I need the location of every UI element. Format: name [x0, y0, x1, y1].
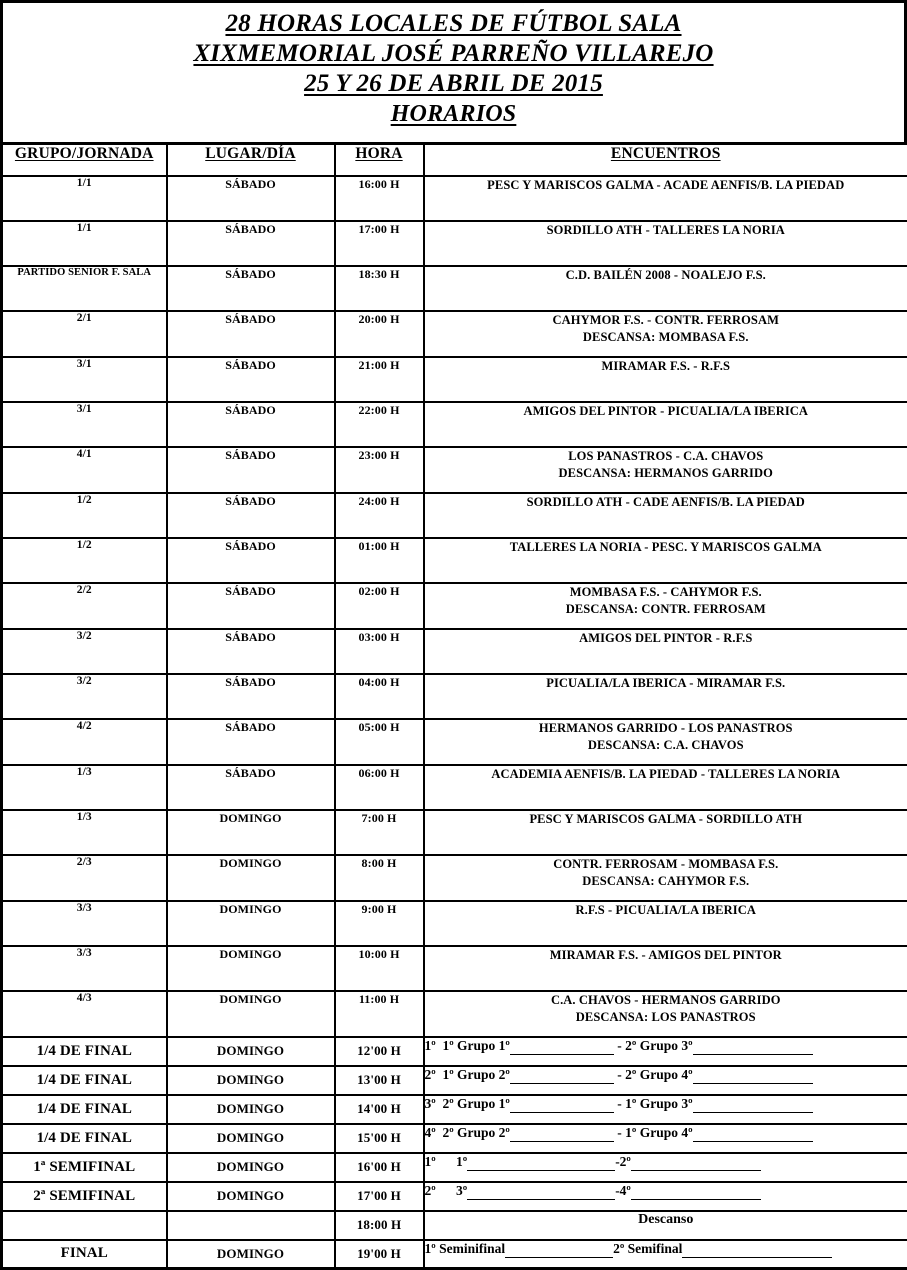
seed-number: 4º	[425, 1125, 443, 1140]
cell-encounters	[424, 221, 907, 266]
table-row-final	[2, 1240, 907, 1269]
title-line-2	[3, 39, 904, 69]
cell-hour: 14'00 H	[335, 1095, 424, 1124]
cell-place: DOMINGO	[167, 991, 335, 1037]
cell-group: 1/2	[2, 538, 167, 583]
cell-encounters	[424, 176, 907, 221]
semifinal-right-slot: -4º	[615, 1183, 631, 1198]
cell-place: DOMINGO	[167, 1153, 335, 1182]
cell-hour: 05:00 H	[335, 719, 424, 765]
knockout-left-slot: 2º Grupo 1º	[442, 1096, 509, 1111]
cell-encounters	[424, 311, 907, 357]
encounter-line: SORDILLO ATH - TALLERES LA NORIA	[425, 222, 907, 239]
cell-place: SÁBADO	[167, 311, 335, 357]
cell-encounters-knockout	[424, 1124, 907, 1153]
cell-place: SÁBADO	[167, 538, 335, 583]
seed-number: 2º	[425, 1183, 456, 1198]
cell-hour: 10:00 H	[335, 946, 424, 991]
cell-encounters	[424, 855, 907, 901]
cell-place: SÁBADO	[167, 447, 335, 493]
cell-place: SÁBADO	[167, 719, 335, 765]
cell-hour: 18:00 H	[335, 1211, 424, 1240]
encounter-line: LOS PANASTROS - C.A. CHAVOS	[425, 448, 907, 465]
cell-place: SÁBADO	[167, 176, 335, 221]
seed-number: 1º	[425, 1038, 443, 1053]
cell-group: 3/1	[2, 402, 167, 447]
table-row-knockout	[2, 1037, 907, 1066]
encounter-line: AMIGOS DEL PINTOR - PICUALIA/LA IBERICA	[425, 403, 907, 420]
cell-place: SÁBADO	[167, 674, 335, 719]
cell-hour: 16'00 H	[335, 1153, 424, 1182]
encounter-line: SORDILLO ATH - CADE AENFIS/B. LA PIEDAD	[425, 494, 907, 511]
cell-hour: 16:00 H	[335, 176, 424, 221]
schedule-table	[0, 142, 907, 1270]
cell-group: 2/1	[2, 311, 167, 357]
table-row	[2, 583, 907, 629]
cell-encounters-final	[424, 1240, 907, 1269]
knockout-right-slot: 2º Grupo 4º	[625, 1067, 692, 1082]
cell-group: 1/4 DE FINAL	[2, 1066, 167, 1095]
cell-encounters-semifinal	[424, 1182, 907, 1211]
table-row	[2, 221, 907, 266]
cell-encounters	[424, 901, 907, 946]
cell-group: 4/3	[2, 991, 167, 1037]
fill-in-blank[interactable]	[510, 1067, 614, 1084]
final-left-slot: 1º Seminifinal	[425, 1241, 506, 1256]
table-row	[2, 176, 907, 221]
table-row-semifinal	[2, 1153, 907, 1182]
encounter-line: CONTR. FERROSAM - MOMBASA F.S.	[425, 856, 907, 873]
encounter-line: R.F.S - PICUALIA/LA IBERICA	[425, 902, 907, 919]
table-row	[2, 765, 907, 810]
encounter-line: DESCANSA: HERMANOS GARRIDO	[425, 465, 907, 482]
fill-in-blank[interactable]	[631, 1183, 761, 1200]
cell-hour: 01:00 H	[335, 538, 424, 583]
column-header-encounters: ENCUENTROS	[424, 144, 907, 176]
table-row	[2, 538, 907, 583]
table-row	[2, 357, 907, 402]
cell-encounters	[424, 266, 907, 311]
cell-encounters	[424, 357, 907, 402]
cell-place: DOMINGO	[167, 855, 335, 901]
cell-place: DOMINGO	[167, 810, 335, 855]
cell-hour: 19'00 H	[335, 1240, 424, 1269]
table-row	[2, 402, 907, 447]
encounter-line: HERMANOS GARRIDO - LOS PANASTROS	[425, 720, 907, 737]
table-row	[2, 901, 907, 946]
cell-group: 1/3	[2, 765, 167, 810]
cell-hour: 15'00 H	[335, 1124, 424, 1153]
table-row	[2, 991, 907, 1037]
knockout-left-slot: 1º Grupo 1º	[442, 1038, 509, 1053]
table-row	[2, 719, 907, 765]
cell-hour: 17'00 H	[335, 1182, 424, 1211]
cell-encounters	[424, 447, 907, 493]
knockout-right-slot: 1º Grupo 4º	[625, 1125, 692, 1140]
cell-group: 2/2	[2, 583, 167, 629]
cell-group: 1/4 DE FINAL	[2, 1124, 167, 1153]
title-text-2: XIXMEMORIAL JOSÉ PARREÑO VILLAREJO	[193, 40, 713, 67]
cell-encounters	[424, 946, 907, 991]
fill-in-blank[interactable]	[510, 1096, 614, 1113]
cell-place: SÁBADO	[167, 266, 335, 311]
cell-place: DOMINGO	[167, 1037, 335, 1066]
encounter-line: C.D. BAILÉN 2008 - NOALEJO F.S.	[425, 267, 907, 284]
cell-group: 2/3	[2, 855, 167, 901]
cell-hour: 7:00 H	[335, 810, 424, 855]
cell-hour: 8:00 H	[335, 855, 424, 901]
cell-hour: 24:00 H	[335, 493, 424, 538]
fill-in-blank[interactable]	[505, 1241, 613, 1258]
cell-encounters	[424, 719, 907, 765]
cell-place: SÁBADO	[167, 765, 335, 810]
fill-in-blank[interactable]	[682, 1241, 832, 1258]
table-row-knockout	[2, 1124, 907, 1153]
cell-group: 1ª SEMIFINAL	[2, 1153, 167, 1182]
cell-hour: 12'00 H	[335, 1037, 424, 1066]
cell-hour: 23:00 H	[335, 447, 424, 493]
encounter-line: MIRAMAR F.S. - R.F.S	[425, 358, 907, 375]
encounter-line: DESCANSA: LOS PANASTROS	[425, 1009, 907, 1026]
encounter-line: C.A. CHAVOS - HERMANOS GARRIDO	[425, 992, 907, 1009]
cell-encounters	[424, 402, 907, 447]
encounter-line: MOMBASA F.S. - CAHYMOR F.S.	[425, 584, 907, 601]
cell-encounters-knockout	[424, 1066, 907, 1095]
fill-in-blank[interactable]	[693, 1038, 813, 1055]
cell-hour: 18:30 H	[335, 266, 424, 311]
cell-group: 1/3	[2, 810, 167, 855]
encounter-line: AMIGOS DEL PINTOR - R.F.S	[425, 630, 907, 647]
cell-encounters-knockout	[424, 1095, 907, 1124]
cell-encounters	[424, 991, 907, 1037]
seed-number: 2º	[425, 1067, 443, 1082]
title-text-1: 28 HORAS LOCALES DE FÚTBOL SALA	[225, 10, 681, 37]
cell-group: 1/4 DE FINAL	[2, 1095, 167, 1124]
cell-group: 3/2	[2, 674, 167, 719]
encounter-line: PESC Y MARISCOS GALMA - SORDILLO ATH	[425, 811, 907, 828]
encounter-line: DESCANSA: C.A. CHAVOS	[425, 737, 907, 754]
title-text-3: 25 Y 26 DE ABRIL DE 2015	[304, 70, 603, 97]
cell-group	[2, 1211, 167, 1240]
knockout-left-slot: 1º Grupo 2º	[442, 1067, 509, 1082]
table-row-semifinal	[2, 1182, 907, 1211]
cell-group: 3/1	[2, 357, 167, 402]
cell-encounters-knockout	[424, 1037, 907, 1066]
cell-hour: 04:00 H	[335, 674, 424, 719]
cell-place: SÁBADO	[167, 583, 335, 629]
table-row	[2, 266, 907, 311]
semifinal-left-slot: 3º	[456, 1183, 467, 1198]
semifinal-left-slot: 1º	[456, 1154, 467, 1169]
table-row	[2, 810, 907, 855]
semifinal-right-slot: -2º	[615, 1154, 631, 1169]
fill-in-blank[interactable]	[693, 1096, 813, 1113]
cell-hour: 17:00 H	[335, 221, 424, 266]
title-line-3	[3, 69, 904, 99]
table-row-rest	[2, 1211, 907, 1240]
fill-in-blank[interactable]	[693, 1067, 813, 1084]
cell-place: DOMINGO	[167, 1095, 335, 1124]
table-row	[2, 311, 907, 357]
cell-place: DOMINGO	[167, 1066, 335, 1095]
fill-in-blank[interactable]	[631, 1154, 761, 1171]
cell-place: SÁBADO	[167, 629, 335, 674]
table-row	[2, 629, 907, 674]
table-header	[2, 144, 907, 176]
cell-hour: 13'00 H	[335, 1066, 424, 1095]
cell-place: DOMINGO	[167, 1182, 335, 1211]
title-block	[0, 0, 907, 142]
encounter-line: PESC Y MARISCOS GALMA - ACADE AENFIS/B. LA PIEDAD	[425, 177, 907, 194]
cell-encounters	[424, 674, 907, 719]
cell-encounters	[424, 629, 907, 674]
cell-place: SÁBADO	[167, 357, 335, 402]
table-row	[2, 855, 907, 901]
cell-group: 1/1	[2, 176, 167, 221]
encounter-line: DESCANSA: MOMBASA F.S.	[425, 329, 907, 346]
fill-in-blank[interactable]	[693, 1125, 813, 1142]
cell-place: SÁBADO	[167, 493, 335, 538]
table-row	[2, 493, 907, 538]
knockout-separator: -	[614, 1067, 625, 1082]
seed-number: 3º	[425, 1096, 443, 1111]
cell-group: 1/1	[2, 221, 167, 266]
cell-place: SÁBADO	[167, 221, 335, 266]
title-line-1	[3, 9, 904, 39]
encounter-line: DESCANSA: CAHYMOR F.S.	[425, 873, 907, 890]
cell-encounters	[424, 538, 907, 583]
cell-hour: 9:00 H	[335, 901, 424, 946]
knockout-separator: -	[614, 1038, 625, 1053]
knockout-separator: -	[614, 1125, 625, 1140]
cell-hour: 20:00 H	[335, 311, 424, 357]
cell-encounters	[424, 765, 907, 810]
header-row	[2, 144, 907, 176]
cell-place: SÁBADO	[167, 402, 335, 447]
fill-in-blank[interactable]	[467, 1154, 615, 1171]
fill-in-blank[interactable]	[510, 1038, 614, 1055]
cell-group: PARTIDO SENIOR F. SALA	[2, 266, 167, 311]
cell-encounters-semifinal	[424, 1153, 907, 1182]
table-row	[2, 447, 907, 493]
cell-group: 3/3	[2, 946, 167, 991]
cell-place	[167, 1211, 335, 1240]
seed-number: 1º	[425, 1154, 456, 1169]
cell-hour: 02:00 H	[335, 583, 424, 629]
fill-in-blank[interactable]	[467, 1183, 615, 1200]
table-row-knockout	[2, 1066, 907, 1095]
encounter-line: CAHYMOR F.S. - CONTR. FERROSAM	[425, 312, 907, 329]
cell-group: FINAL	[2, 1240, 167, 1269]
cell-group: 3/3	[2, 901, 167, 946]
knockout-right-slot: 1º Grupo 3º	[625, 1096, 692, 1111]
cell-place: DOMINGO	[167, 946, 335, 991]
column-header-group: GRUPO/JORNADA	[2, 144, 167, 176]
knockout-separator: -	[614, 1096, 625, 1111]
cell-group: 3/2	[2, 629, 167, 674]
knockout-left-slot: 2º Grupo 2º	[442, 1125, 509, 1140]
encounter-line: MIRAMAR F.S. - AMIGOS DEL PINTOR	[425, 947, 907, 964]
encounter-line: ACADEMIA AENFIS/B. LA PIEDAD - TALLERES LA NORIA	[425, 766, 907, 783]
cell-hour: 21:00 H	[335, 357, 424, 402]
table-row	[2, 674, 907, 719]
table-row	[2, 946, 907, 991]
table-row-knockout	[2, 1095, 907, 1124]
title-line-4	[3, 99, 904, 129]
column-header-place: LUGAR/DÍA	[167, 144, 335, 176]
cell-place: DOMINGO	[167, 1124, 335, 1153]
cell-group: 2ª SEMIFINAL	[2, 1182, 167, 1211]
cell-group: 4/2	[2, 719, 167, 765]
cell-hour: 22:00 H	[335, 402, 424, 447]
fill-in-blank[interactable]	[510, 1125, 614, 1142]
cell-encounters	[424, 583, 907, 629]
cell-group: 1/4 DE FINAL	[2, 1037, 167, 1066]
cell-hour: 03:00 H	[335, 629, 424, 674]
column-header-hour: HORA	[335, 144, 424, 176]
knockout-right-slot: 2º Grupo 3º	[625, 1038, 692, 1053]
encounter-line: TALLERES LA NORIA - PESC. Y MARISCOS GALMA	[425, 539, 907, 556]
cell-encounters	[424, 493, 907, 538]
cell-hour: 06:00 H	[335, 765, 424, 810]
cell-group: 4/1	[2, 447, 167, 493]
cell-place: DOMINGO	[167, 901, 335, 946]
final-right-slot: 2º Semifinal	[613, 1241, 682, 1256]
encounter-line: DESCANSA: CONTR. FERROSAM	[425, 601, 907, 618]
cell-group: 1/2	[2, 493, 167, 538]
title-text-4: HORARIOS	[391, 101, 517, 127]
table-body	[2, 176, 907, 1269]
cell-encounters-rest: Descanso	[424, 1211, 907, 1240]
cell-encounters	[424, 810, 907, 855]
cell-hour: 11:00 H	[335, 991, 424, 1037]
cell-place: DOMINGO	[167, 1240, 335, 1269]
encounter-line: PICUALIA/LA IBERICA - MIRAMAR F.S.	[425, 675, 907, 692]
